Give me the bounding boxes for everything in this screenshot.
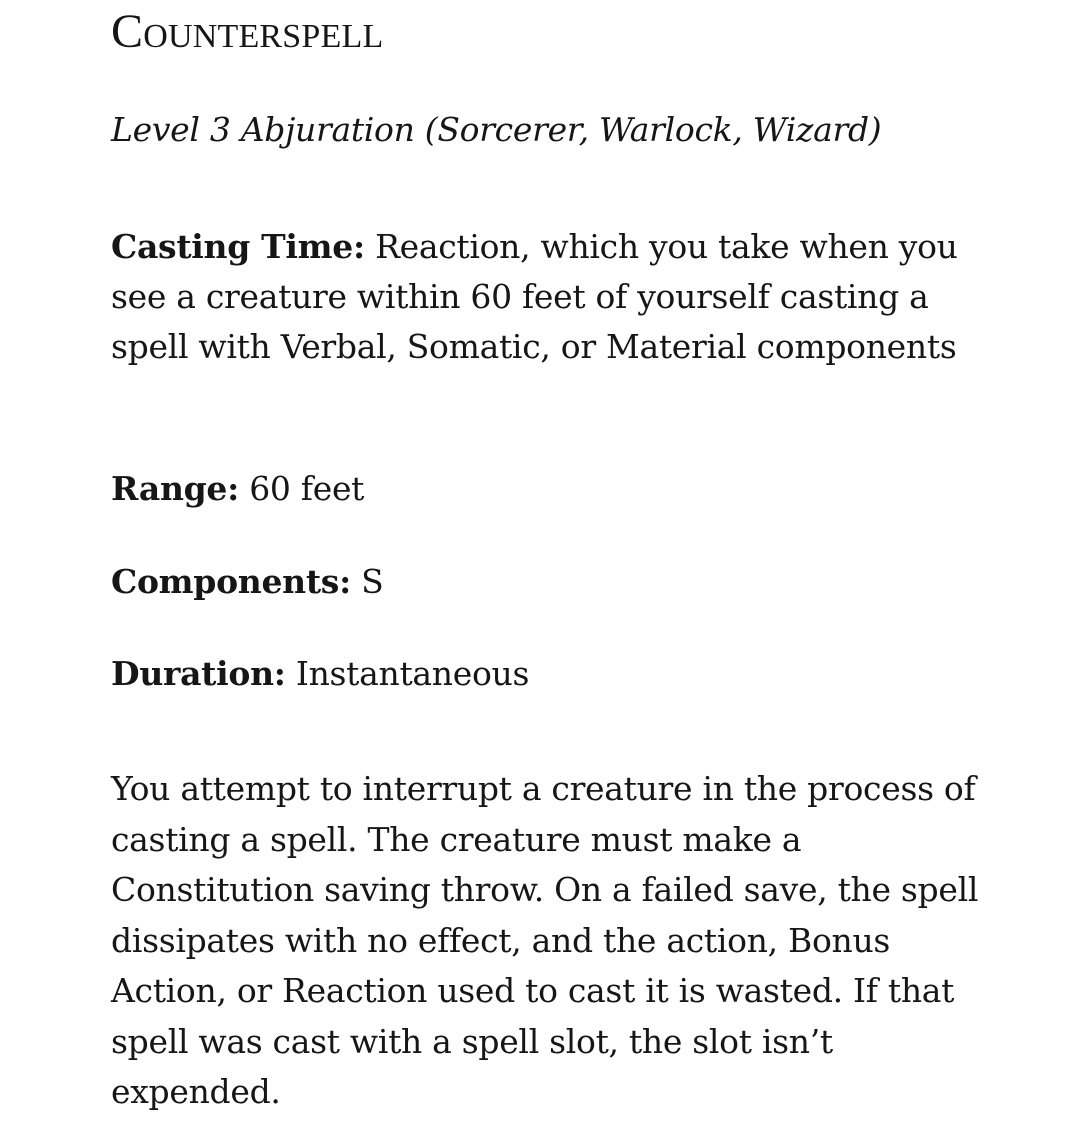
casting-time-value: Reaction, which you take when you see a creature within 60 feet of yourself casting a spell with Verbal, Somatic, or Material components — [111, 227, 958, 366]
range-value: 60 feet — [249, 469, 365, 508]
spell-level-school: Level 3 Abjuration (Sorcerer, Warlock, Wizard) — [111, 110, 882, 149]
duration-value: Instantaneous — [295, 654, 530, 693]
components-line — [111, 557, 383, 607]
range-line — [111, 464, 364, 514]
casting-time-label: Casting Time: — [111, 227, 365, 266]
spell-description: You attempt to interrupt a creature in the process of casting a spell. The creature must make a Constitution saving throw. On a failed save, the spell dissipates with no effect, and the action, Bonus Action, or Reaction used to cast it is wasted. If that spell was cast with a spell slot, the slot isn’t expended. — [111, 769, 979, 1111]
components-label: Components: — [111, 562, 351, 601]
duration-line — [111, 649, 529, 699]
spell-title: Counterspell — [111, 5, 384, 58]
range-label: Range: — [111, 469, 240, 508]
components-value: S — [361, 562, 384, 601]
duration-label: Duration: — [111, 654, 286, 693]
casting-time-line — [111, 222, 981, 372]
